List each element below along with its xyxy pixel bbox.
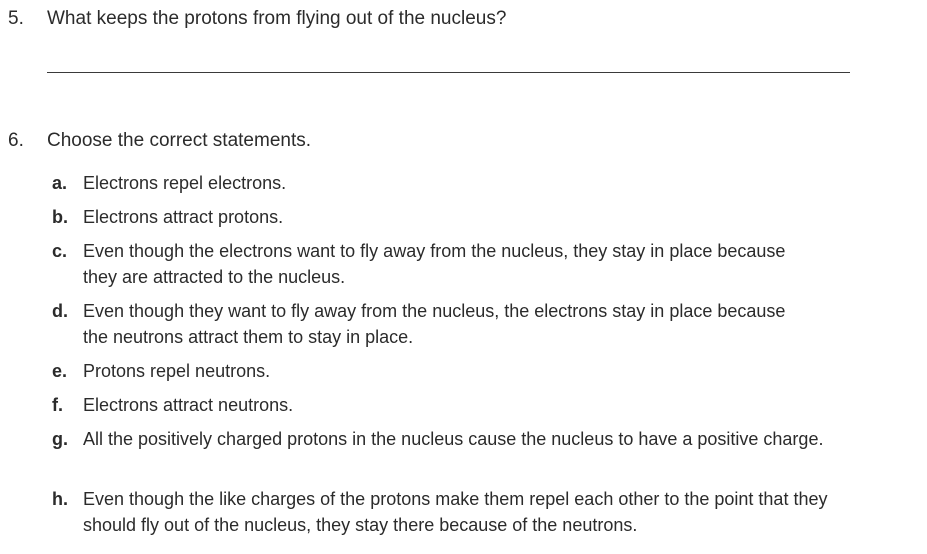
option-text: Even though they want to fly away from the nucleus, the electrons stay in place because the neutrons attract them to stay in place. bbox=[83, 301, 786, 347]
question-number: 5. bbox=[8, 8, 24, 29]
option-letter: g. bbox=[52, 429, 68, 449]
option-text: Even though the like charges of the protons make them repel each other to the point that they should fly out of the nucleus, they stay there because of the neutrons. bbox=[83, 489, 828, 535]
option-text: Electrons attract protons. bbox=[83, 207, 284, 227]
option-text: Protons repel neutrons. bbox=[83, 361, 271, 381]
option-letter: a. bbox=[52, 173, 68, 193]
option-letter: c. bbox=[52, 241, 68, 261]
option-letter: d. bbox=[52, 301, 68, 321]
option-text: Electrons repel electrons. bbox=[83, 173, 287, 193]
option-letter: b. bbox=[52, 207, 68, 227]
question-text: What keeps the protons from flying out of the nucleus? bbox=[47, 8, 507, 29]
option-text: Even though the electrons want to fly away from the nucleus, they stay in place because they are attracted to the nucleus. bbox=[83, 241, 786, 287]
answer-line[interactable] bbox=[47, 72, 850, 73]
question-text: Choose the correct statements. bbox=[47, 130, 312, 151]
option-text: All the positively charged protons in the nucleus cause the nucleus to have a positive charge. bbox=[83, 429, 824, 449]
option-letter: f. bbox=[52, 395, 63, 415]
option-letter: h. bbox=[52, 489, 68, 509]
option-letter: e. bbox=[52, 361, 68, 381]
option-text: Electrons attract neutrons. bbox=[83, 395, 294, 415]
question-number: 6. bbox=[8, 130, 24, 151]
